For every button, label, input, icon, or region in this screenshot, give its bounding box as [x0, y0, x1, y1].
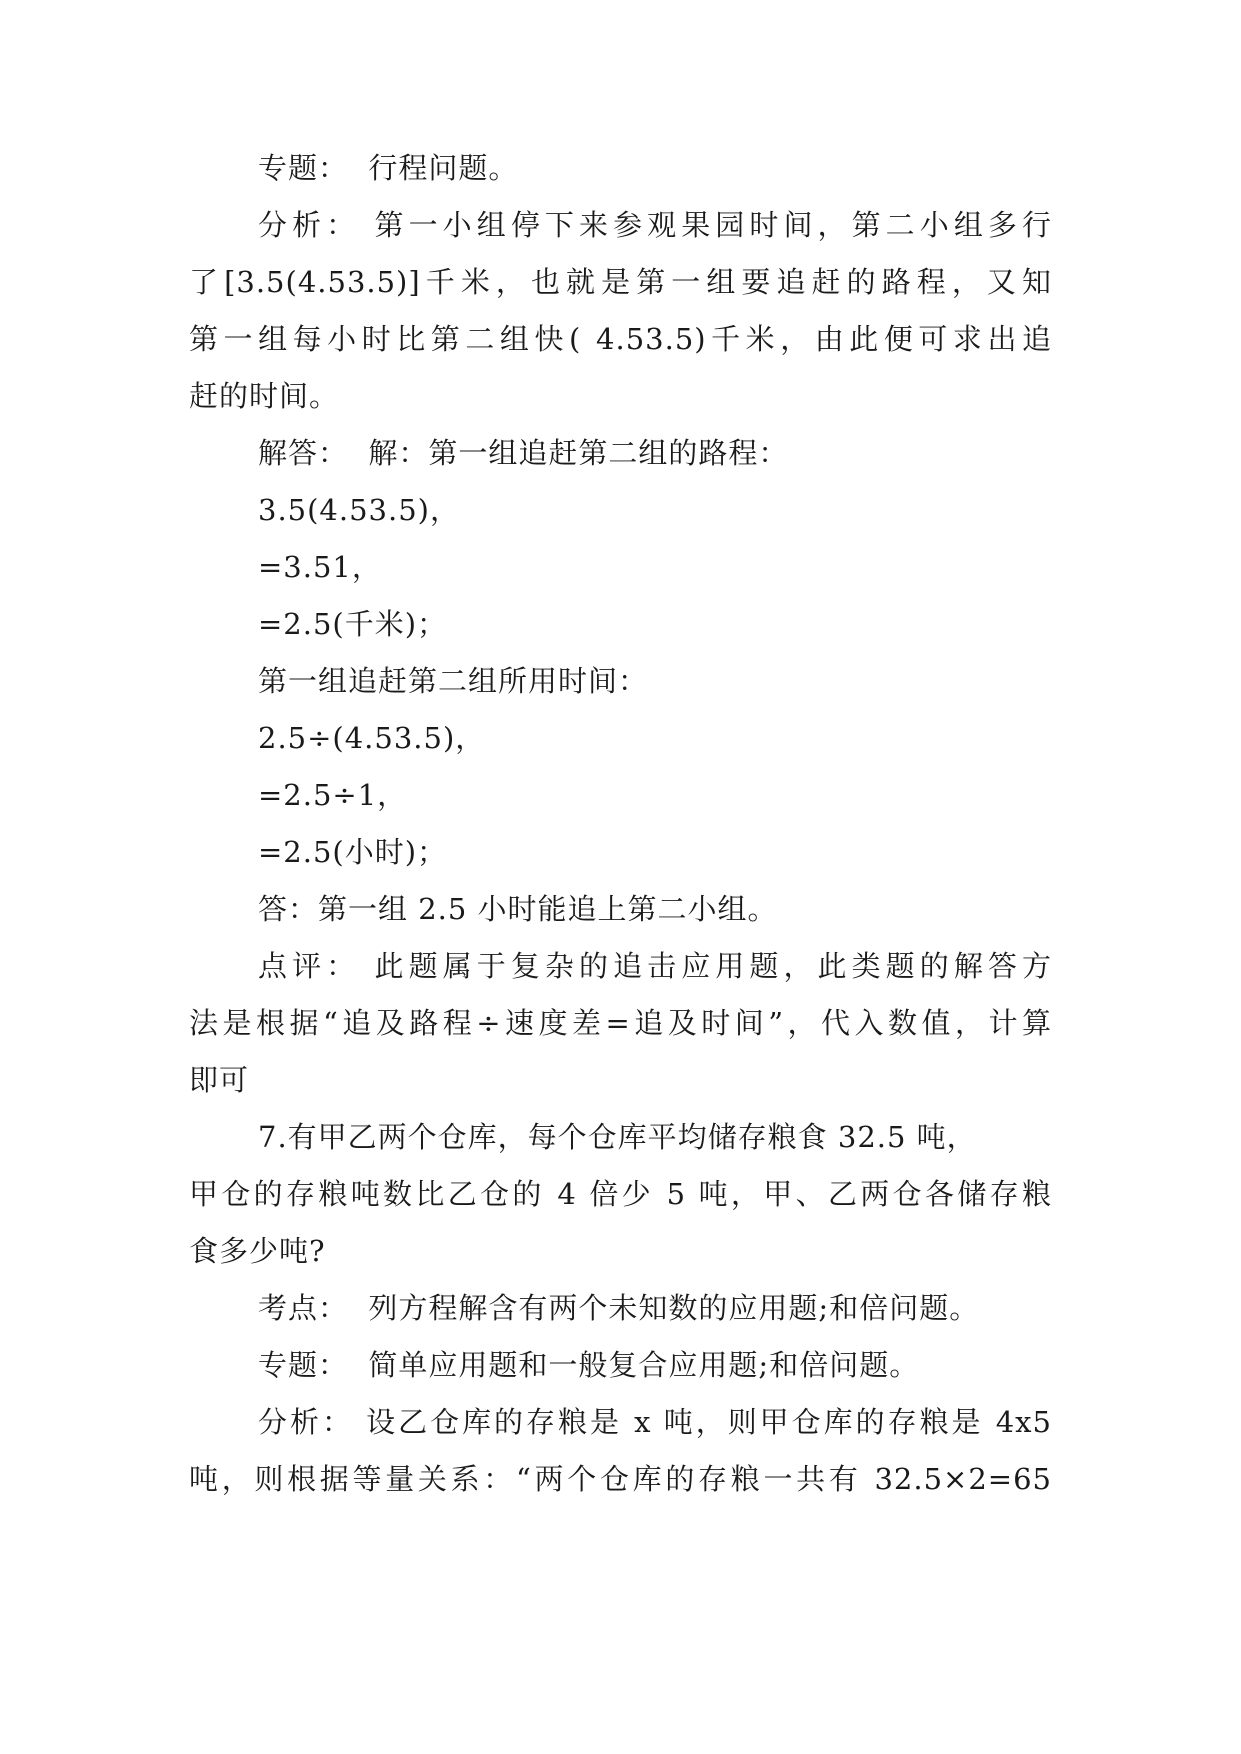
equation-line: =2.5(千米)； [258, 607, 448, 641]
text-line: 了[3.5(4.53.5)]千米，也就是第一组要追赶的路程，又知 [189, 265, 1052, 299]
text-line-answer-heading: 解答： 解：第一组追赶第二组的路程： [258, 436, 789, 470]
text-line-comment: 点评： 此题属于复杂的追击应用题，此类题的解答方 [258, 949, 1052, 983]
equation-line: 3.5(4.53.5)， [258, 493, 460, 527]
text-line: 第一组每小时比第二组快( 4.53.5)千米，由此便可求出追 [189, 322, 1052, 356]
text-line-exam-point: 考点： 列方程解含有两个未知数的应用题;和倍问题。 [258, 1291, 980, 1325]
question-line: 7.有甲乙两个仓库，每个仓库平均储存粮食 32.5 吨， [258, 1120, 977, 1154]
text-line-analysis: 分析： 第一小组停下来参观果园时间，第二小组多行 [258, 208, 1052, 242]
text-line: 吨，则根据等量关系：“两个仓库的存粮一共有 32.5×2=65 [189, 1462, 1052, 1496]
equation-line: 2.5÷(4.53.5)， [258, 721, 486, 755]
equation-line: =3.51， [258, 550, 382, 584]
text-line-topic: 专题： 行程问题。 [258, 151, 519, 185]
text-line-topic: 专题： 简单应用题和一般复合应用题;和倍问题。 [258, 1348, 920, 1382]
text-line: 法是根据“追及路程÷速度差=追及时间”，代入数值，计算 [189, 1006, 1052, 1040]
text-line: 赶的时间。 [189, 379, 340, 413]
text-line: 即可 [189, 1063, 250, 1097]
text-line: 第一组追赶第二组所用时间： [258, 664, 649, 698]
text-line-answer: 答：第一组 2.5 小时能追上第二小组。 [258, 892, 778, 926]
question-line: 食多少吨? [189, 1234, 326, 1268]
text-line-analysis: 分析： 设乙仓库的存粮是 x 吨，则甲仓库的存粮是 4x5 [258, 1405, 1052, 1439]
question-line: 甲仓的存粮吨数比乙仓的 4 倍少 5 吨，甲、乙两仓各储存粮 [189, 1177, 1052, 1211]
equation-line: =2.5÷1， [258, 778, 408, 812]
equation-line: =2.5(小时)； [258, 835, 448, 869]
